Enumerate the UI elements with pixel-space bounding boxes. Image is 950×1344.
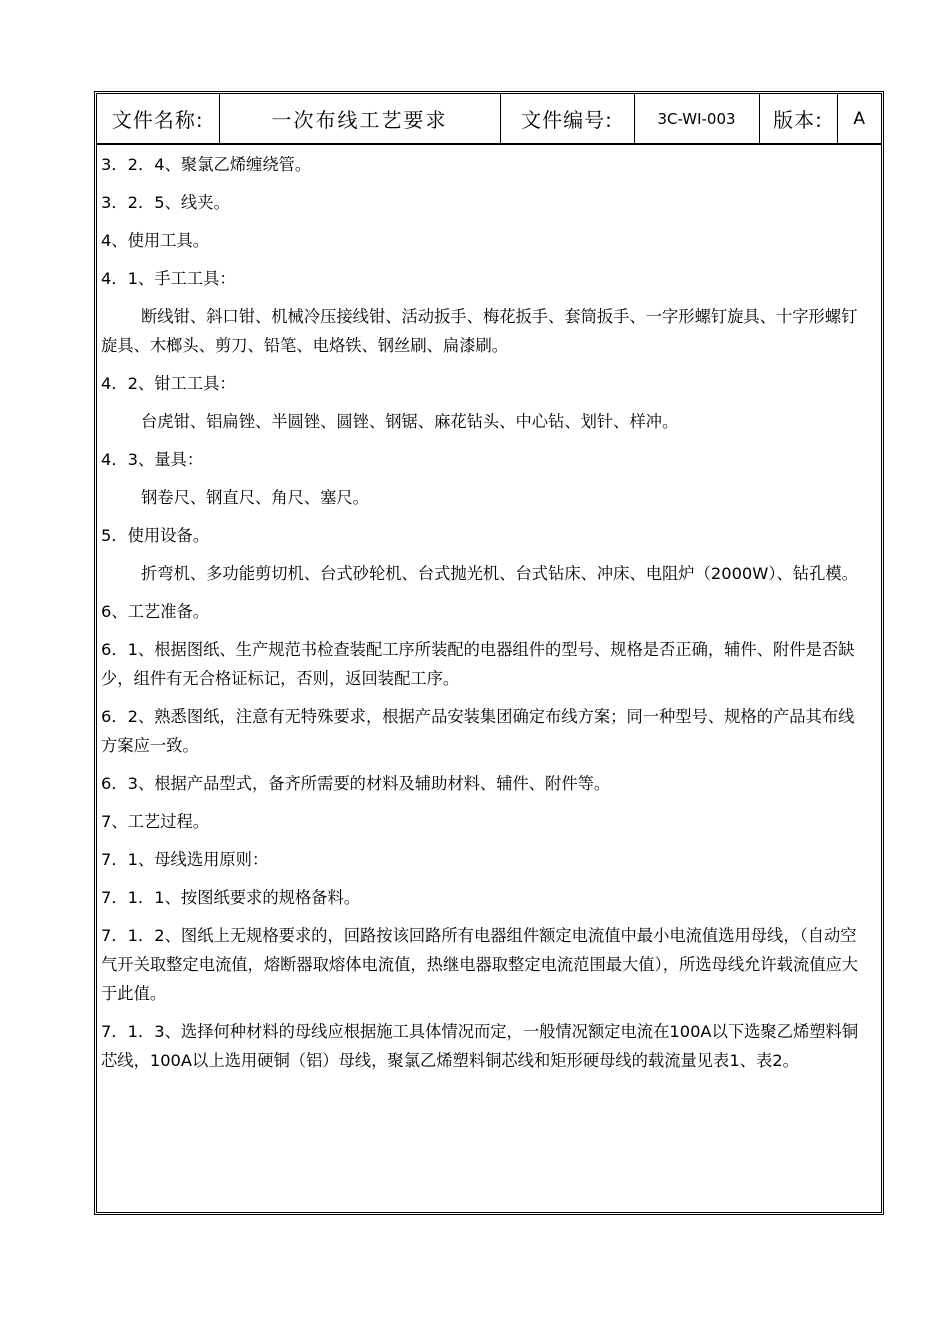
subsection-heading: 7．1、母线选用原则： [101,850,269,869]
paragraph: 6．2、熟悉图纸，注意有无特殊要求，根据产品安装集团确定布线方案；同一种型号、规格的产品其布线方案应一致。 [101,707,855,755]
paragraph: 台虎钳、铝扁锉、半圆锉、圆锉、钢锯、麻花钻头、中心钻、划针、样冲。 [141,412,679,431]
section-heading: 4、使用工具。 [101,231,210,250]
document-body [101,150,867,1084]
paragraph: 6．3、根据产品型式，备齐所需要的材料及辅助材料、辅件、附件等。 [101,774,611,793]
file-name-label: 文件名称: [97,94,219,144]
paragraph: 断线钳、斜口钳、机械冷压接线钳、活动扳手、梅花扳手、套筒扳手、一字形螺钉旋具、十字形螺钉旋具、木榔头、剪刀、铅笔、电烙铁、钢丝刷、扁漆刷。 [101,307,858,355]
document-frame [94,91,884,1215]
version-label: 版本: [759,94,837,144]
file-number-label: 文件编号: [500,94,634,144]
paragraph: 3．2．5、线夹。 [101,193,230,212]
version-value: A [837,94,881,144]
paragraph: 6．1、根据图纸、生产规范书检查装配工序所装配的电器组件的型号、规格是否正确，辅件、附件是否缺少，组件有无合格证标记，否则，返回装配工序。 [101,640,855,688]
section-heading: 7、工艺过程。 [101,812,210,831]
paragraph: 7．1．3、选择何种材料的母线应根据施工具体情况而定，一般情况额定电流在100A以下选聚乙烯塑料铜芯线，100A以上选用硬铜（铝）母线，聚氯乙烯塑料铜芯线和矩形硬母线的载流量见表1、表2。 [101,1022,859,1070]
section-heading: 5．使用设备。 [101,526,210,545]
paragraph: 3．2．4、聚氯乙烯缠绕管。 [101,155,312,174]
section-heading: 6、工艺准备。 [101,602,210,621]
paragraph: 7．1．2、图纸上无规格要求的，回路按该回路所有电器组件额定电流值中最小电流值选用母线，（自动空气开关取整定电流值，熔断器取熔体电流值，热继电器取整定电流范围最大值），所选母线允许载流值应大于此值。 [101,926,859,1003]
file-name-value: 一次布线工艺要求 [219,94,500,144]
subsection-heading: 4．2、钳工工具： [101,374,236,393]
subsection-heading: 4．1、手工工具： [101,269,236,288]
file-number-value: 3C-WI-003 [634,94,759,144]
paragraph: 折弯机、多功能剪切机、台式砂轮机、台式抛光机、台式钻床、冲床、电阻炉（2000W）、钻孔模。 [141,564,858,583]
paragraph: 钢卷尺、钢直尺、角尺、塞尺。 [141,488,369,507]
document-header [97,94,881,145]
subsection-heading: 4．3、量具： [101,450,204,469]
paragraph: 7．1．1、按图纸要求的规格备料。 [101,888,361,907]
